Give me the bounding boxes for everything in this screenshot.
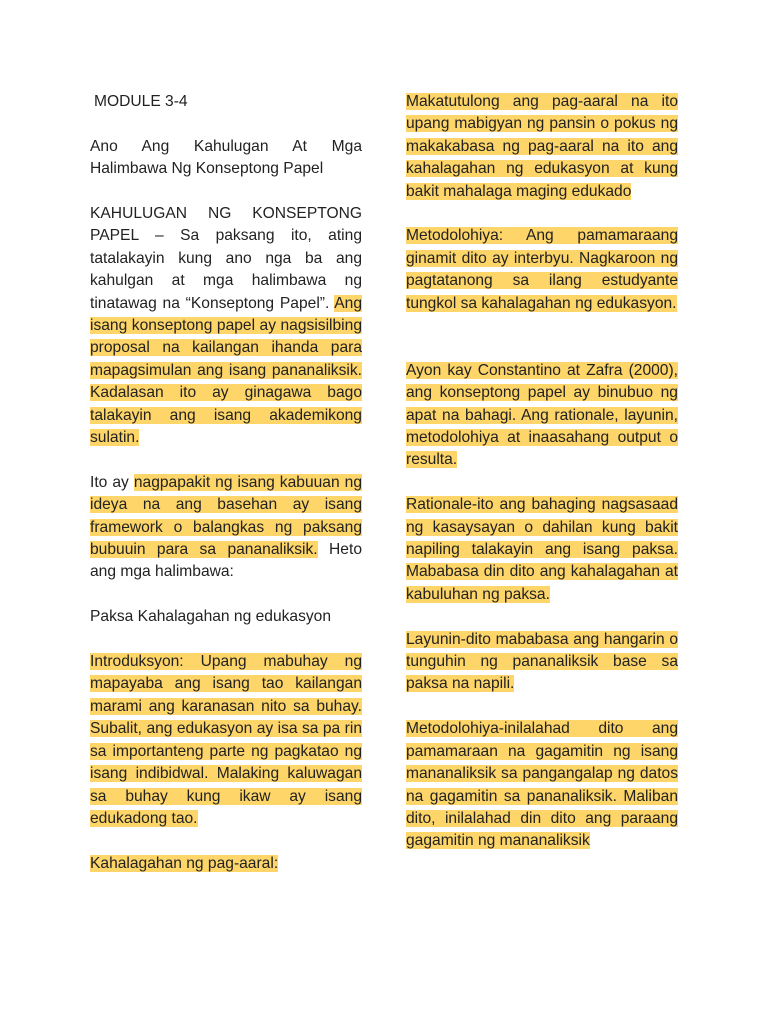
- left-column: [90, 91, 362, 898]
- metodolohiya2-highlight: Metodolohiya-inilalahad dito ang pamamaraan na gagamitin ng isang mananaliksik sa pangangalap ng datos na gagamitin sa pananaliksik. Maliban dito, inilalahad din dito ang paraang gagamitin ng mananaliksik: [406, 720, 678, 850]
- ito-tail: Heto ang mga halimbawa:: [90, 541, 362, 581]
- introduksyon-highlight: Introduksyon: Upang mabuhay ng mapayaba ang isang tao kailangan marami ang karanasan nito sa buhay. Subalit, ang edukasyon ay isa sa pa rin sa importanteng parte ng pagkatao ng isang indibidwal. Malaking kaluwagan sa buhay kung ikaw ay isang edukadong tao.: [90, 653, 362, 827]
- ito-text: Ito ay: [90, 473, 129, 491]
- metodolohiya-highlight: Metodolohiya: Ang pamamaraang ginamit dito ay interbyu. Nagkaroon ng pagtatanong sa ilang estudyante tungkol sa kahalagahan ng edukasyon.: [406, 227, 678, 312]
- paksa-line: Paksa Kahalagahan ng edukasyon: [90, 608, 332, 626]
- kahulugan-highlight: Ang isang konseptong papel ay nagsisilbing proposal na kailangan ihanda para mapagsimulan ang isang pananaliksik. Kadalasan ito ay ginagawa bago talakayin ang isang akademikong sulatin.: [90, 294, 362, 447]
- right-column: [406, 91, 678, 875]
- layunin-paragraph: [406, 629, 678, 696]
- spacer: [406, 337, 678, 359]
- makatutulong-paragraph: [406, 91, 678, 203]
- ito-highlight: nagpapakit ng isang kabuuan ng ideya na ang basehan ay isang framework o balangkas ng paksang bubuuin para sa pananaliksik.: [90, 473, 362, 559]
- rationale-paragraph: [406, 494, 678, 606]
- layunin-highlight: Layunin-dito mababasa ang hangarin o tunguhin ng pananaliksik base sa paksa na napili.: [406, 630, 678, 693]
- kahulugan-text: KAHULUGAN NG KONSEPTONG PAPEL – Sa paksang ito, ating tatalakayin kung ano nga ba ang kahulgan at mga halimbawa ng tinatawag na “Konseptong Papel”.: [90, 205, 362, 312]
- module-title: MODULE 3-4: [94, 93, 188, 110]
- rationale-highlight: Rationale-ito ang bahaging nagsasaad ng kasaysayan o dahilan kung bakit napiling talakayin ang isang paksa. Mababasa din dito ang kahalagahan at kabuluhan ng paksa.: [406, 496, 678, 603]
- document-heading: Ano Ang Kahulugan At Mga Halimbawa Ng Konseptong Papel: [90, 137, 362, 178]
- introduksyon-paragraph: [90, 651, 362, 830]
- kahulugan-paragraph: [90, 203, 362, 449]
- ito-paragraph: [90, 472, 362, 584]
- kahalagahan-label: [90, 853, 362, 875]
- ayon-paragraph: [406, 360, 678, 472]
- ayon-highlight: Ayon kay Constantino at Zafra (2000), ang konseptong papel ay binubuo ng apat na bahagi. Ang rationale, layunin, metodolohiya at inaasahang output o resulta.: [406, 361, 678, 469]
- kahalagahan-highlight: Kahalagahan ng pag-aaral:: [90, 854, 279, 872]
- makatutulong-highlight: Makatutulong ang pag-aaral na ito upang mabigyan ng pansin o pokus ng makakabasa ng pag-aaral na ito ang kahalagahan ng edukasyon at kung bakit mahalaga maging edukado: [406, 93, 678, 200]
- metodolohiya2-paragraph: [406, 718, 678, 852]
- metodolohiya-paragraph: [406, 225, 678, 315]
